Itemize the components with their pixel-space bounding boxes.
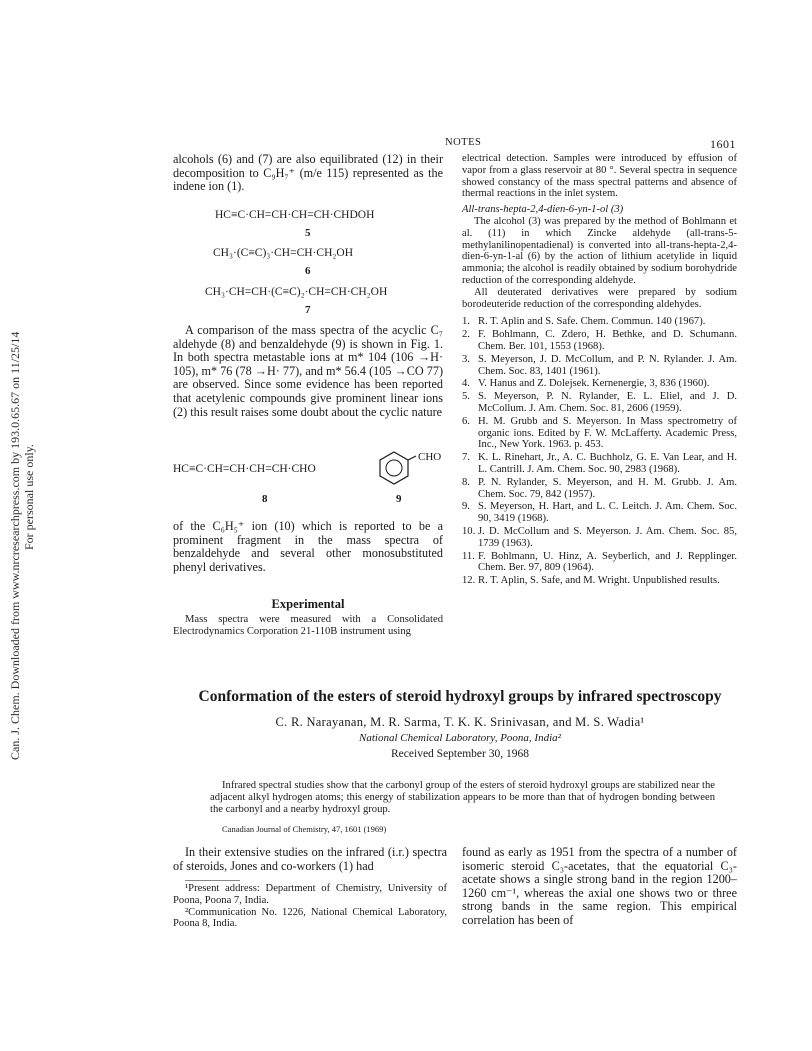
compound-number-9: 9 (396, 493, 402, 505)
subsection-paragraph: The alcohol (3) was prepared by the method of Bohlmann et al. (11) in which Zincke aldehyde (all-trans-5-methylanilinopentadienal) is converted into all-trans-hepta-2,4-dien-6-yn-1-al (6) by the action of lithium acetylide in liquid ammonia; the alcohol is readily obtained by sodium borohydride reduction of the corresponding aldehyde. (462, 215, 737, 286)
reference-number: 12. (462, 575, 476, 587)
reference-number: 8. (462, 476, 470, 488)
reference-number: 1. (462, 316, 470, 328)
formula-7: CH₃·CH=CH·(C≡C)₂·CH=CH·CH₂OH (205, 286, 388, 298)
reference-item (462, 526, 737, 550)
comparison-paragraph-box (173, 324, 443, 419)
reference-item (462, 477, 737, 501)
body-right-paragraph: found as early as 1951 from the spectra of a number of isomeric steroid C₃-acetates, that the equatorial C₃-acetate shows a single strong band in the region 1200–1260 cm⁻¹, whereas the axial one shows two or three strong bands in the same region. This empirical correlation has been of (462, 845, 737, 927)
compound-number-5: 5 (305, 227, 311, 239)
article-authors: C. R. Narayanan, M. R. Sarma, T. K. K. Srinivasan, and M. S. Wadia¹ (275, 715, 645, 729)
watermark-line-1: Can. J. Chem. Downloaded from www.nrcresearchpress.com by 193.0.65.67 on 11/25/14 (8, 331, 22, 760)
download-watermark (2, 260, 42, 780)
article-abstract: Infrared spectral studies show that the carbonyl group of the esters of steroid hydroxyl groups are stabilized near the adjacent alkyl hydrogen atoms; this energy of stabilization appears to be more than that of hydrogen bonding between the carbonyl and a nearby hydroxyl group. (210, 780, 715, 815)
article-title: Conformation of the esters of steroid hydroxyl groups by infrared spectroscopy (198, 688, 722, 705)
reference-item (462, 452, 737, 476)
journal-citation: Canadian Journal of Chemistry, 47, 1601 (1969) (222, 824, 387, 834)
compound-number-7: 7 (305, 304, 311, 316)
reference-text: R. T. Aplin and S. Safe. Chem. Commun. 140 (1967). (478, 316, 706, 328)
reference-item (462, 354, 737, 378)
detection-paragraph: electrical detection. Samples were introduced by effusion of vapor from a glass reservoir at 80 °. Several spectra in sequence showed constancy of the mass spectral patterns and absence of thermal reactions in the inlet system. (462, 153, 737, 200)
reference-text: F. Bohlmann, U. Hinz, A. Seyberlich, and J. Repplinger. Chem. Ber. 97, 809 (1964). (478, 550, 737, 574)
footnote-2: ²Communication No. 1226, National Chemical Laboratory, Poona 8, India. (173, 906, 447, 930)
experimental-heading: Experimental (271, 597, 345, 611)
reference-number: 7. (462, 452, 470, 464)
watermark-line-2: For personal use only. (22, 444, 36, 550)
reference-item (462, 501, 737, 525)
reference-item (462, 316, 737, 328)
comparison-paragraph: A comparison of the mass spectra of the acyclic C₇ aldehyde (8) and benzaldehyde (9) is shown in Fig. 1. In both spectra metastable ions at m* 104 (106 →H· 105), m* 76 (78 →H· 77), and m* 56.4 (105 →CO 77) are observed. Since some evidence has been reported that acetylenic compounds give prominent linear ions (2) this result raises some doubt about the cyclic nature (173, 323, 443, 419)
reference-text: K. L. Rinehart, Jr., A. C. Buchholz, G. E. Van Lear, and H. L. Cantrill. J. Am. Chem. Soc. 90, 2983 (1968). (478, 452, 737, 475)
left-column (173, 153, 443, 194)
reference-number: 5. (462, 391, 470, 403)
reference-number: 4. (462, 378, 470, 390)
subsection-heading: All-trans-hepta-2,4-dien-6-yn-1-ol (3) (462, 204, 624, 216)
continuation-paragraph: of the C₆H₅⁺ ion (10) which is reported to be a prominent fragment in the mass spectra of benzaldehyde and several other monosubstituted phenyl derivatives. (173, 519, 443, 574)
reference-text: S. Meyerson, H. Hart, and L. C. Leitch. J. Am. Chem. Soc. 90, 3419 (1968). (478, 501, 737, 525)
reference-text: V. Hanus and Z. Dolejsek. Kernenergie, 3, 836 (1960). (478, 378, 710, 390)
formula-5: HC≡C·CH=CH·CH=CH·CHDOH (215, 209, 375, 221)
body-left-box (173, 846, 447, 873)
formula-8: HC≡C·CH=CH·CH=CH·CHO (173, 463, 316, 475)
reference-number: 6. (462, 415, 470, 427)
footnote-1: ¹Present address: Department of Chemistry, University of Poona, Poona 7, India. (173, 883, 447, 906)
page-number: 1601 (710, 137, 736, 151)
formula-6: CH₃·(C≡C)₃·CH=CH·CH₂OH (213, 247, 353, 259)
body-left-paragraph: In their extensive studies on the infrared (i.r.) spectra of steroids, Jones and co-workers (1) had (173, 845, 447, 873)
experimental-box (173, 614, 443, 638)
reference-item (462, 378, 737, 390)
article-received: Received September 30, 1968 (391, 748, 529, 760)
reference-list (462, 316, 737, 587)
reference-number: 10. (462, 525, 476, 537)
cho-label: CHO (418, 451, 442, 463)
deuterated-paragraph: All deuterated derivatives were prepared by sodium borodeuteride reduction of the corresponding aldehydes. (462, 286, 737, 310)
reference-text: S. Meyerson, P. N. Rylander, E. L. Eliel, and J. D. McCollum. J. Am. Chem. Soc. 81, 2606 (1959). (478, 391, 737, 414)
reference-number: 3. (462, 353, 470, 365)
reference-item (462, 329, 737, 353)
compound-number-8: 8 (262, 493, 268, 505)
reference-text: R. T. Aplin, S. Safe, and M. Wright. Unpublished results. (478, 575, 720, 587)
reference-text: J. D. McCollum and S. Meyerson. J. Am. Chem. Soc. 85, 1739 (1963). (478, 525, 737, 549)
reference-item (462, 391, 737, 415)
continuation-box (173, 520, 443, 574)
reference-text: S. Meyerson, J. D. McCollum, and P. N. Rylander. J. Am. Chem. Soc. 83, 1401 (1961). (478, 353, 737, 377)
body-right-box (462, 846, 737, 928)
reference-item (462, 575, 737, 587)
reference-number: 9. (462, 501, 470, 513)
article-affiliation: National Chemical Laboratory, Poona, India² (359, 732, 561, 744)
right-column (462, 153, 737, 588)
reference-number: 2. (462, 329, 470, 341)
intro-paragraph: alcohols (6) and (7) are also equilibrated (12) in their decomposition to C₉H₇⁺ (m/e 115) represented as the indene ion (1). (173, 152, 443, 194)
reference-item (462, 551, 737, 575)
reference-item (462, 416, 737, 451)
experimental-paragraph: Mass spectra were measured with a Consolidated Electrodynamics Corporation 21-110B instrument using (173, 614, 443, 637)
reference-text: F. Bohlmann, C. Zdero, H. Bethke, and D. Schumann. Chem. Ber. 101, 1553 (1968). (478, 329, 737, 352)
footnote-rule (185, 880, 240, 881)
compound-number-6: 6 (305, 265, 311, 277)
footnotes-box (173, 883, 447, 930)
abstract-box (210, 780, 715, 815)
reference-text: H. M. Grubb and S. Meyerson. In Mass spectrometry of organic ions. Edited by F. W. McLafferty. Academic Press, Inc., New York. 1963. p. 453. (478, 415, 737, 451)
reference-number: 11. (462, 550, 475, 562)
running-header: NOTES (445, 137, 482, 148)
reference-text: P. N. Rylander, S. Meyerson, and H. M. Grubb. J. Am. Chem. Soc. 79, 842 (1957). (478, 476, 737, 500)
